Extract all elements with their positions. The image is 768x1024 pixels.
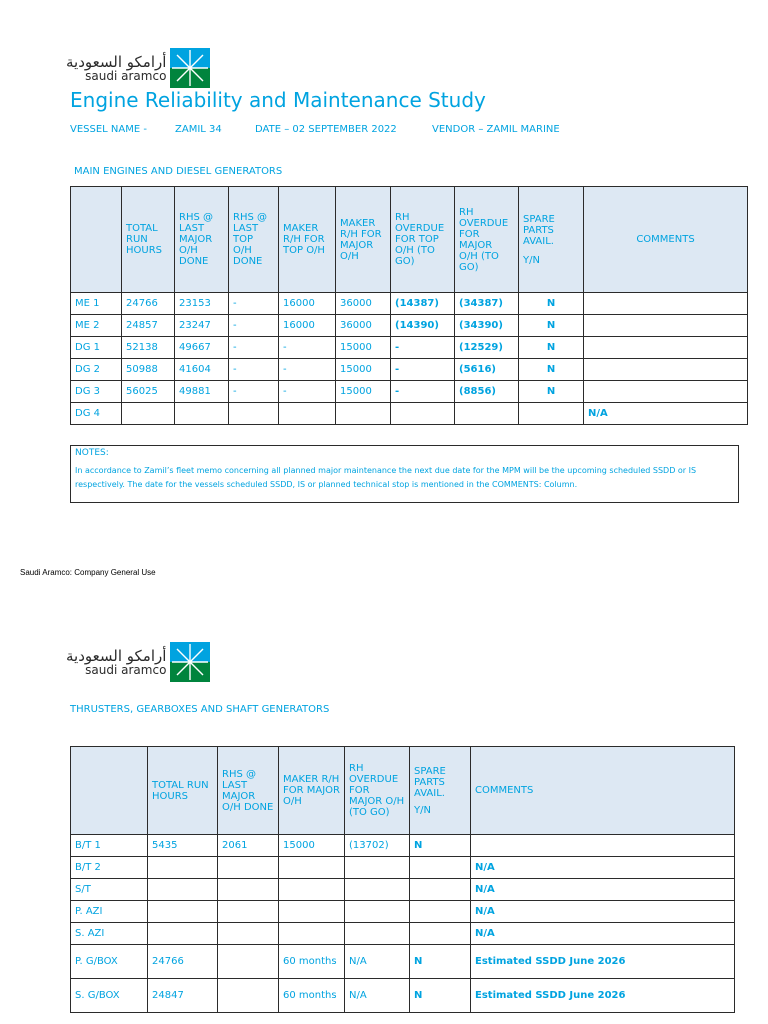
header-spare-label: SPARE PARTS AVAIL. xyxy=(414,765,446,799)
table-cell: - xyxy=(229,359,279,381)
thrusters-table xyxy=(70,746,735,1013)
table-cell: (12529) xyxy=(455,337,519,359)
table-cell: 15000 xyxy=(336,381,391,403)
table-cell xyxy=(584,293,748,315)
company-logo xyxy=(66,48,210,88)
table-cell: - xyxy=(229,381,279,403)
table-cell: (14390) xyxy=(391,315,455,337)
table-row xyxy=(71,901,735,923)
table-row xyxy=(71,359,748,381)
classification-footer: Saudi Aramco: Company General Use xyxy=(20,568,156,577)
logo-english-text: saudi aramco xyxy=(85,663,167,677)
table-row xyxy=(71,403,748,425)
table-cell xyxy=(148,901,218,923)
table-cell: 36000 xyxy=(336,293,391,315)
table-cell xyxy=(148,857,218,879)
table-cell: - xyxy=(391,359,455,381)
table-cell xyxy=(279,923,345,945)
table-cell xyxy=(148,879,218,901)
table-cell: 15000 xyxy=(336,337,391,359)
section-heading-thrusters: THRUSTERS, GEARBOXES AND SHAFT GENERATORS xyxy=(70,704,330,715)
table-cell: N xyxy=(519,359,584,381)
table-cell: 2061 xyxy=(218,835,279,857)
table-cell xyxy=(391,403,455,425)
table-cell: 15000 xyxy=(279,835,345,857)
vessel-value: ZAMIL 34 xyxy=(175,124,222,135)
table-cell: 23247 xyxy=(175,315,229,337)
table-cell xyxy=(455,403,519,425)
table-cell xyxy=(345,901,410,923)
header-cell: MAKER R/H FOR TOP O/H xyxy=(279,187,336,293)
table-row xyxy=(71,337,748,359)
header-cell: MAKER R/H FOR MAJOR O/H xyxy=(279,747,345,835)
header-cell-spare xyxy=(519,187,584,293)
table-row xyxy=(71,857,735,879)
table-cell xyxy=(279,879,345,901)
table-cell xyxy=(410,923,471,945)
table-cell xyxy=(279,403,336,425)
table-cell: N xyxy=(410,835,471,857)
table-cell: - xyxy=(279,359,336,381)
table-cell: - xyxy=(279,337,336,359)
section-heading-engines: MAIN ENGINES AND DIESEL GENERATORS xyxy=(74,166,283,177)
table-cell: 16000 xyxy=(279,293,336,315)
table-cell xyxy=(584,315,748,337)
table-cell xyxy=(218,879,279,901)
table-cell: DG 4 xyxy=(71,403,122,425)
header-cell: RH OVERDUE FOR MAJOR O/H (TO GO) xyxy=(455,187,519,293)
table-cell: 60 months xyxy=(279,979,345,1013)
table-cell: Estimated SSDD June 2026 xyxy=(471,945,735,979)
table-cell: N/A xyxy=(471,901,735,923)
header-cell: COMMENTS xyxy=(584,187,748,293)
logo-english-text: saudi aramco xyxy=(85,69,167,83)
table-cell: N/A xyxy=(345,979,410,1013)
table-row xyxy=(71,979,735,1013)
header-cell: RH OVERDUE FOR MAJOR O/H (TO GO) xyxy=(345,747,410,835)
company-logo xyxy=(66,642,210,682)
header-cell: RHS @ LAST MAJOR O/H DONE xyxy=(218,747,279,835)
table-row xyxy=(71,923,735,945)
table-cell: N/A xyxy=(584,403,748,425)
header-cell: MAKER R/H FOR MAJOR O/H xyxy=(336,187,391,293)
table-cell xyxy=(279,901,345,923)
table-cell xyxy=(175,403,229,425)
table-cell: S. G/BOX xyxy=(71,979,148,1013)
table-cell xyxy=(122,403,175,425)
header-cell: TOTAL RUN HOURS xyxy=(148,747,218,835)
table-cell xyxy=(345,879,410,901)
header-cell: TOTAL RUN HOURS xyxy=(122,187,175,293)
table-cell: 24847 xyxy=(148,979,218,1013)
table-cell: - xyxy=(391,337,455,359)
table-cell: - xyxy=(229,337,279,359)
table-cell: 56025 xyxy=(122,381,175,403)
table-cell xyxy=(471,835,735,857)
notes-body: In accordance to Zamil’s fleet memo concerning all planned major maintenance the next due date for the MPM will be the upcoming scheduled SSDD or IS respectively. The date for the vessels scheduled SSDD, IS or planned technical stop is mentioned in the COMMENTS: Column. xyxy=(75,466,697,489)
table-row xyxy=(71,835,735,857)
page-title: Engine Reliability and Maintenance Study xyxy=(70,88,486,112)
table-cell xyxy=(584,381,748,403)
table-cell xyxy=(584,337,748,359)
notes-box xyxy=(70,445,739,503)
header-cell: RHS @ LAST TOP O/H DONE xyxy=(229,187,279,293)
notes-title: NOTES: xyxy=(75,448,109,458)
table-cell: S. AZI xyxy=(71,923,148,945)
table-header-row xyxy=(71,187,748,293)
aramco-star-icon xyxy=(170,48,210,88)
table-cell: Estimated SSDD June 2026 xyxy=(471,979,735,1013)
table-cell: DG 1 xyxy=(71,337,122,359)
table-cell xyxy=(410,901,471,923)
table-cell: 15000 xyxy=(336,359,391,381)
table-cell: 49667 xyxy=(175,337,229,359)
table-cell: N/A xyxy=(345,945,410,979)
table-cell: (34387) xyxy=(455,293,519,315)
table-cell: B/T 2 xyxy=(71,857,148,879)
table-cell xyxy=(218,979,279,1013)
table-header-row xyxy=(71,747,735,835)
table-cell: 24766 xyxy=(148,945,218,979)
table-cell: N xyxy=(519,315,584,337)
table-cell xyxy=(519,403,584,425)
table-cell: DG 3 xyxy=(71,381,122,403)
table-cell: DG 2 xyxy=(71,359,122,381)
table-cell: (5616) xyxy=(455,359,519,381)
logo-arabic-text: أرامكو السعودية xyxy=(66,647,167,665)
table-cell: ME 2 xyxy=(71,315,122,337)
logo-arabic-text: أرامكو السعودية xyxy=(66,53,167,71)
header-cell xyxy=(71,187,122,293)
table-cell: 23153 xyxy=(175,293,229,315)
table-cell: - xyxy=(391,381,455,403)
table-cell xyxy=(410,857,471,879)
table-cell: 60 months xyxy=(279,945,345,979)
table-cell: 5435 xyxy=(148,835,218,857)
table-cell xyxy=(410,879,471,901)
table-cell: - xyxy=(229,293,279,315)
table-cell: 24857 xyxy=(122,315,175,337)
table-cell: (8856) xyxy=(455,381,519,403)
table-cell: N xyxy=(519,293,584,315)
header-cell: RH OVERDUE FOR TOP O/H (TO GO) xyxy=(391,187,455,293)
table-cell: 49881 xyxy=(175,381,229,403)
report-date: DATE – 02 SEPTEMBER 2022 xyxy=(255,124,397,135)
table-cell: N xyxy=(519,337,584,359)
table-cell xyxy=(148,923,218,945)
table-cell: 16000 xyxy=(279,315,336,337)
table-cell: N/A xyxy=(471,857,735,879)
table-cell: - xyxy=(279,381,336,403)
table-cell: N xyxy=(410,979,471,1013)
table-cell: (34390) xyxy=(455,315,519,337)
table-cell: S/T xyxy=(71,879,148,901)
vendor: VENDOR – ZAMIL MARINE xyxy=(432,124,560,135)
header-cell: RHS @ LAST MAJOR O/H DONE xyxy=(175,187,229,293)
table-cell: N xyxy=(410,945,471,979)
table-cell: (14387) xyxy=(391,293,455,315)
table-cell xyxy=(345,923,410,945)
table-cell: - xyxy=(229,315,279,337)
table-row xyxy=(71,315,748,337)
table-cell xyxy=(218,857,279,879)
table-cell xyxy=(584,359,748,381)
table-cell xyxy=(336,403,391,425)
table-cell xyxy=(218,923,279,945)
table-cell: 50988 xyxy=(122,359,175,381)
table-row xyxy=(71,381,748,403)
table-cell: 52138 xyxy=(122,337,175,359)
table-cell xyxy=(279,857,345,879)
table-cell: P. G/BOX xyxy=(71,945,148,979)
header-spare-sub: Y/N xyxy=(523,254,540,266)
table-cell xyxy=(218,945,279,979)
table-cell: B/T 1 xyxy=(71,835,148,857)
table-cell xyxy=(218,901,279,923)
table-cell: N xyxy=(519,381,584,403)
table-cell: P. AZI xyxy=(71,901,148,923)
table-cell: 36000 xyxy=(336,315,391,337)
vessel-label: VESSEL NAME - xyxy=(70,124,147,135)
table-cell: N/A xyxy=(471,923,735,945)
aramco-star-icon xyxy=(170,642,210,682)
header-cell-spare xyxy=(410,747,471,835)
table-cell xyxy=(229,403,279,425)
table-row xyxy=(71,879,735,901)
table-cell: 41604 xyxy=(175,359,229,381)
table-cell: ME 1 xyxy=(71,293,122,315)
header-spare-sub: Y/N xyxy=(414,804,431,816)
table-row xyxy=(71,945,735,979)
header-cell: COMMENTS xyxy=(471,747,735,835)
table-cell: N/A xyxy=(471,879,735,901)
table-cell: (13702) xyxy=(345,835,410,857)
table-cell xyxy=(345,857,410,879)
table-row xyxy=(71,293,748,315)
engines-table xyxy=(70,186,748,425)
table-cell: 24766 xyxy=(122,293,175,315)
header-cell xyxy=(71,747,148,835)
header-spare-label: SPARE PARTS AVAIL. xyxy=(523,213,555,247)
